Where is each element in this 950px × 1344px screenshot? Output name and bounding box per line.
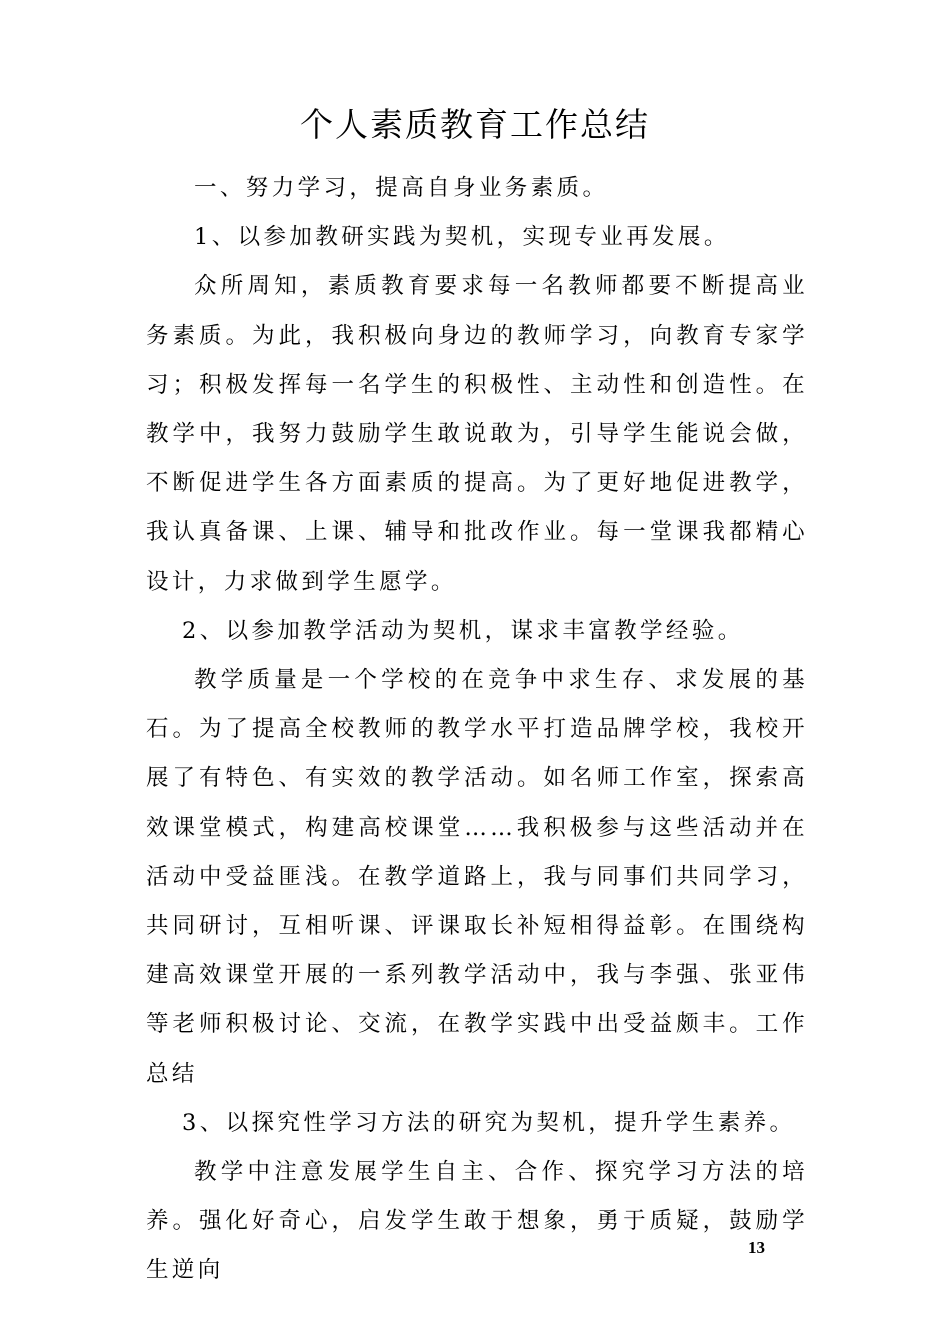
subsection-heading-1: 1、以参加教研实践为契机，实现专业再发展。: [194, 224, 730, 251]
section-heading-1: 一、努力学习，提高自身业务素质。: [194, 175, 609, 201]
document-title: 个人素质教育工作总结: [300, 105, 650, 144]
page-number: 13: [748, 1238, 765, 1257]
body-paragraph-3: 教学中注意发展学生自主、合作、探究学习方法的培养。强化好奇心，启发学生敢于想象，勇于质疑，鼓励学生逆向: [146, 1159, 808, 1284]
document-body: [146, 164, 808, 1296]
subsection-heading-3: 3、以探究性学习方法的研究为契机，提升学生素养。: [182, 1109, 796, 1136]
subsection-heading-2: 2、以参加教学活动为契机，谋求丰富教学经验。: [182, 617, 744, 644]
body-paragraph-1: 众所周知，素质教育要求每一名教师都要不断提高业务素质。为此，我积极向身边的教师学习，向教育专家学习；积极发挥每一名学生的积极性、主动性和创造性。在教学中，我努力鼓励学生敢说敢为，引导学生能说会做，不断促进学生各方面素质的提高。为了更好地促进教学，我认真备课、上课、辅导和批改作业。每一堂课我都精心设计，力求做到学生愿学。: [146, 273, 808, 595]
body-paragraph-2: 教学质量是一个学校的在竞争中求生存、求发展的基石。为了提高全校教师的教学水平打造品牌学校，我校开展了有特色、有实效的教学活动。如名师工作室，探索高效课堂模式，构建高校课堂……我积极参与这些活动并在活动中受益匪浅。在教学道路上，我与同事们共同学习，共同研讨，互相听课、评课取长补短相得益彰。在围绕构建高效课堂开展的一系列教学活动中，我与李强、张亚伟等老师积极讨论、交流，在教学实践中出受益颇丰。工作总结: [146, 667, 808, 1087]
